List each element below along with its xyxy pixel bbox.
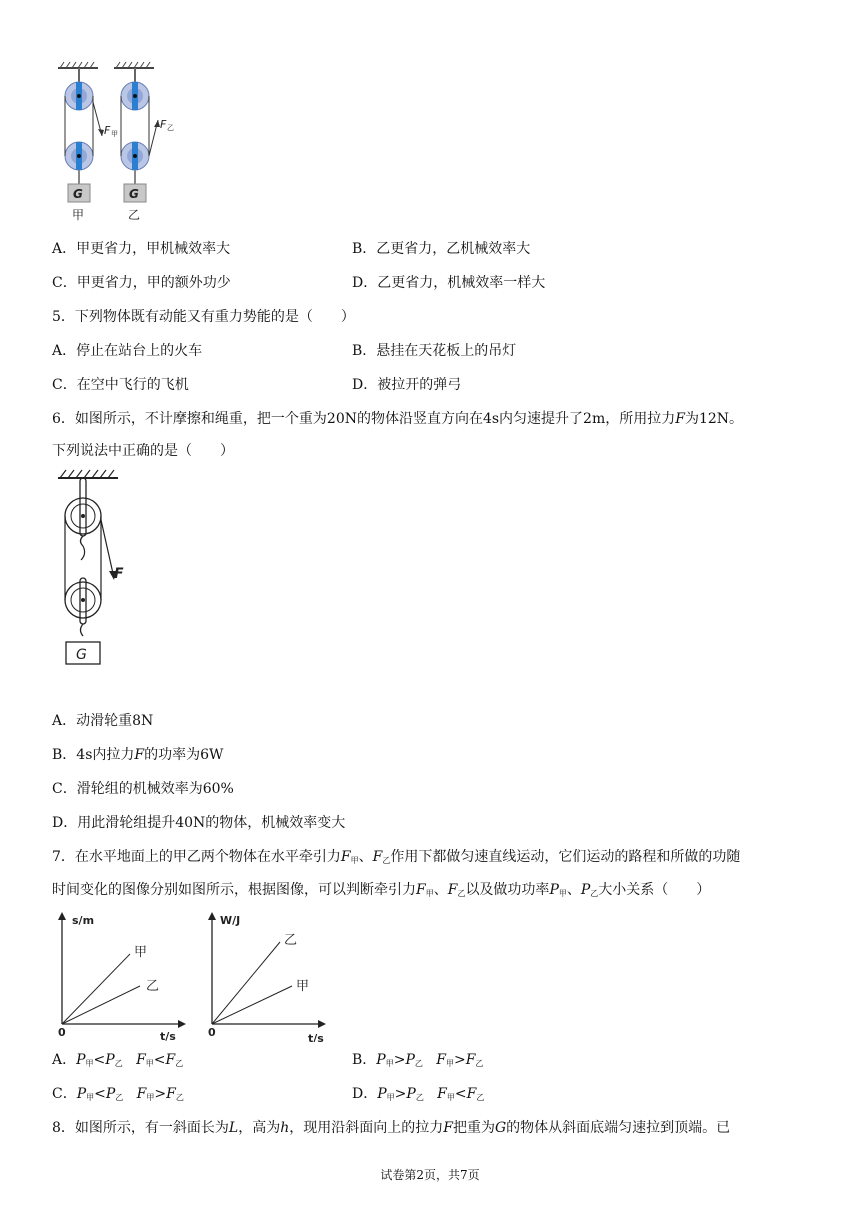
var: F — [165, 1052, 176, 1068]
q8-mid1: ，高为 — [238, 1120, 281, 1136]
q7-var: F — [447, 882, 458, 898]
sub: 乙 — [114, 1059, 123, 1068]
q7-sep: 、 — [358, 849, 373, 865]
q7-c1-origin: 0 — [58, 1026, 66, 1039]
q7-c2-ylabel: W/J — [220, 914, 241, 927]
q7-c2-xlabel: t/s — [308, 1032, 324, 1042]
q5-option-b[interactable]: B．悬挂在天花板上的吊灯 — [352, 343, 517, 359]
force-sub-right: 乙 — [167, 124, 174, 132]
q7-l2-mid: 以及做功功率 — [465, 882, 550, 898]
q6-b-pre: B．4s内拉力 — [52, 747, 135, 763]
force-sub-left: 甲 — [111, 130, 118, 138]
q7-l1-post: 作用下都做匀速直线运动，它们运动的路程和所做的功随 — [390, 849, 741, 865]
q6-stem-text: 6．如图所示，不计摩擦和绳重，把一个重为20N的物体沿竖直方向在4s内匀速提升了2m，所用拉力 — [52, 411, 676, 427]
q7-sub: 乙 — [590, 889, 599, 898]
var: F — [166, 1086, 176, 1102]
q7-var: F — [416, 882, 426, 898]
q8-post: 的物体从斜面底端匀速拉到顶端。已 — [506, 1120, 731, 1136]
q6-option-b[interactable] — [52, 745, 223, 765]
q7-var: P — [580, 882, 591, 898]
op: > — [453, 1052, 466, 1068]
q7-var: P — [549, 882, 559, 898]
q6-option-c[interactable]: C．滑轮组的机械效率为60% — [52, 781, 234, 797]
q6-fig-force: F — [114, 566, 124, 582]
var: F — [466, 1086, 477, 1102]
sub: 甲 — [146, 1093, 155, 1102]
sub: 乙 — [414, 1059, 423, 1068]
opt-label: C． — [52, 1086, 77, 1102]
q7-sep: 、 — [433, 882, 448, 898]
q7-stem-line2 — [52, 880, 710, 904]
var: P — [105, 1052, 115, 1068]
sub: 乙 — [475, 1059, 484, 1068]
var: P — [406, 1086, 416, 1102]
sub: 乙 — [115, 1093, 124, 1102]
sub: 乙 — [415, 1093, 424, 1102]
q8-mid3: 把重为 — [452, 1120, 495, 1136]
q7-l2-pre: 时间变化的图像分别如图所示，根据图像，可以判断牵引力 — [52, 882, 416, 898]
var: P — [376, 1052, 386, 1068]
q7-stem-line1 — [52, 847, 740, 871]
q7-sub: 乙 — [382, 856, 391, 865]
sub: 甲 — [385, 1059, 394, 1068]
opt-label: A． — [52, 1052, 77, 1068]
sub: 乙 — [175, 1059, 184, 1068]
force-label-right: F — [160, 118, 167, 131]
q8-pre: 8．如图所示，有一斜面长为 — [52, 1120, 229, 1136]
opt-label: B． — [352, 1052, 377, 1068]
q7-option-c[interactable] — [52, 1084, 184, 1108]
var: F — [136, 1052, 146, 1068]
sub: 甲 — [446, 1093, 455, 1102]
q7-c1-line-lower: 乙 — [146, 979, 160, 994]
q6-stem-line1 — [52, 409, 743, 429]
q8-var-g: G — [494, 1120, 507, 1136]
q8-mid2: ，现用沿斜面向上的拉力 — [289, 1120, 444, 1136]
q5-stem: 5．下列物体既有动能又有重力势能的是（ ） — [52, 309, 355, 325]
q5-option-d[interactable]: D．被拉开的弹弓 — [352, 377, 462, 393]
op: < — [454, 1086, 467, 1102]
q8-var-f: F — [443, 1120, 453, 1136]
q7-c1-line-upper: 甲 — [134, 945, 148, 960]
sub: 甲 — [145, 1059, 154, 1068]
q6-b-post: 的功率为6W — [144, 747, 224, 763]
q7-c1-xlabel: t/s — [160, 1030, 176, 1042]
q7-sub: 乙 — [457, 889, 466, 898]
q7-sep: 、 — [566, 882, 581, 898]
opt-label: D． — [352, 1086, 378, 1102]
var: F — [436, 1052, 446, 1068]
weight-label-left: G — [73, 187, 83, 201]
q6-option-a[interactable]: A．动滑轮重8N — [52, 713, 154, 729]
sub: 乙 — [476, 1093, 485, 1102]
pulley-figure-q6 — [56, 468, 146, 673]
q4-option-a[interactable]: A．甲更省力，甲机械效率大 — [52, 241, 231, 257]
q7-sub: 甲 — [425, 889, 434, 898]
sub: 甲 — [85, 1059, 94, 1068]
q8-var-l: L — [228, 1120, 239, 1136]
system-label-left: 甲 — [72, 208, 85, 222]
q7-option-d[interactable] — [352, 1084, 484, 1108]
q7-c1-ylabel: s/m — [72, 914, 95, 927]
q7-option-b[interactable] — [352, 1050, 483, 1074]
page-footer: 试卷第2页，共7页 — [380, 1168, 480, 1182]
var: P — [76, 1052, 86, 1068]
q7-c2-origin: 0 — [208, 1026, 216, 1039]
op: > — [154, 1086, 167, 1102]
op: > — [394, 1086, 407, 1102]
q6-option-d[interactable]: D．用此滑轮组提升40N的物体，机械效率变大 — [52, 815, 346, 831]
pulley-figure-q4 — [52, 60, 192, 225]
q7-chart-work — [202, 908, 342, 1042]
var: P — [405, 1052, 415, 1068]
q4-option-b[interactable]: B．乙更省力，乙机械效率大 — [352, 241, 531, 257]
q7-sub: 甲 — [558, 889, 567, 898]
q7-var: F — [372, 849, 383, 865]
q7-option-a[interactable] — [52, 1050, 183, 1074]
sub: 甲 — [386, 1093, 395, 1102]
q4-option-d[interactable]: D．乙更省力，机械效率一样大 — [352, 275, 546, 291]
var: P — [105, 1086, 116, 1102]
sub: 乙 — [175, 1093, 184, 1102]
q7-var: F — [340, 849, 351, 865]
op: < — [94, 1086, 106, 1102]
weight-label-right: G — [129, 187, 139, 201]
q7-c2-line-upper: 乙 — [284, 933, 298, 948]
q7-l1-pre: 7．在水平地面上的甲乙两个物体在水平牵引力 — [52, 849, 341, 865]
q7-c2-line-lower: 甲 — [296, 979, 310, 994]
op: < — [153, 1052, 166, 1068]
q8-stem — [52, 1118, 730, 1138]
q6-fig-weight: G — [76, 647, 87, 663]
force-label-left: F — [104, 124, 111, 137]
var: P — [377, 1086, 387, 1102]
op: < — [93, 1052, 106, 1068]
system-label-right: 乙 — [128, 208, 141, 222]
op: > — [393, 1052, 406, 1068]
q6-stem-var: F — [675, 411, 685, 427]
var: F — [437, 1086, 447, 1102]
q7-l2-post: 大小关系（ ） — [598, 882, 711, 898]
var: P — [76, 1086, 87, 1102]
q5-option-a[interactable]: A．停止在站台上的火车 — [52, 343, 203, 359]
sub: 甲 — [86, 1093, 95, 1102]
q5-option-c[interactable]: C．在空中飞行的飞机 — [52, 377, 189, 393]
q8-var-h: h — [280, 1120, 290, 1136]
q7-sub: 甲 — [350, 856, 359, 865]
q4-option-c[interactable]: C．甲更省力，甲的额外功少 — [52, 275, 231, 291]
q6-stem-end: 为12N。 — [684, 411, 744, 427]
q6-stem-line2: 下列说法中正确的是（ ） — [52, 443, 234, 459]
var: F — [465, 1052, 476, 1068]
sub: 甲 — [445, 1059, 454, 1068]
q6-b-var: F — [134, 747, 145, 763]
q7-chart-distance — [52, 908, 192, 1042]
var: F — [136, 1086, 147, 1102]
